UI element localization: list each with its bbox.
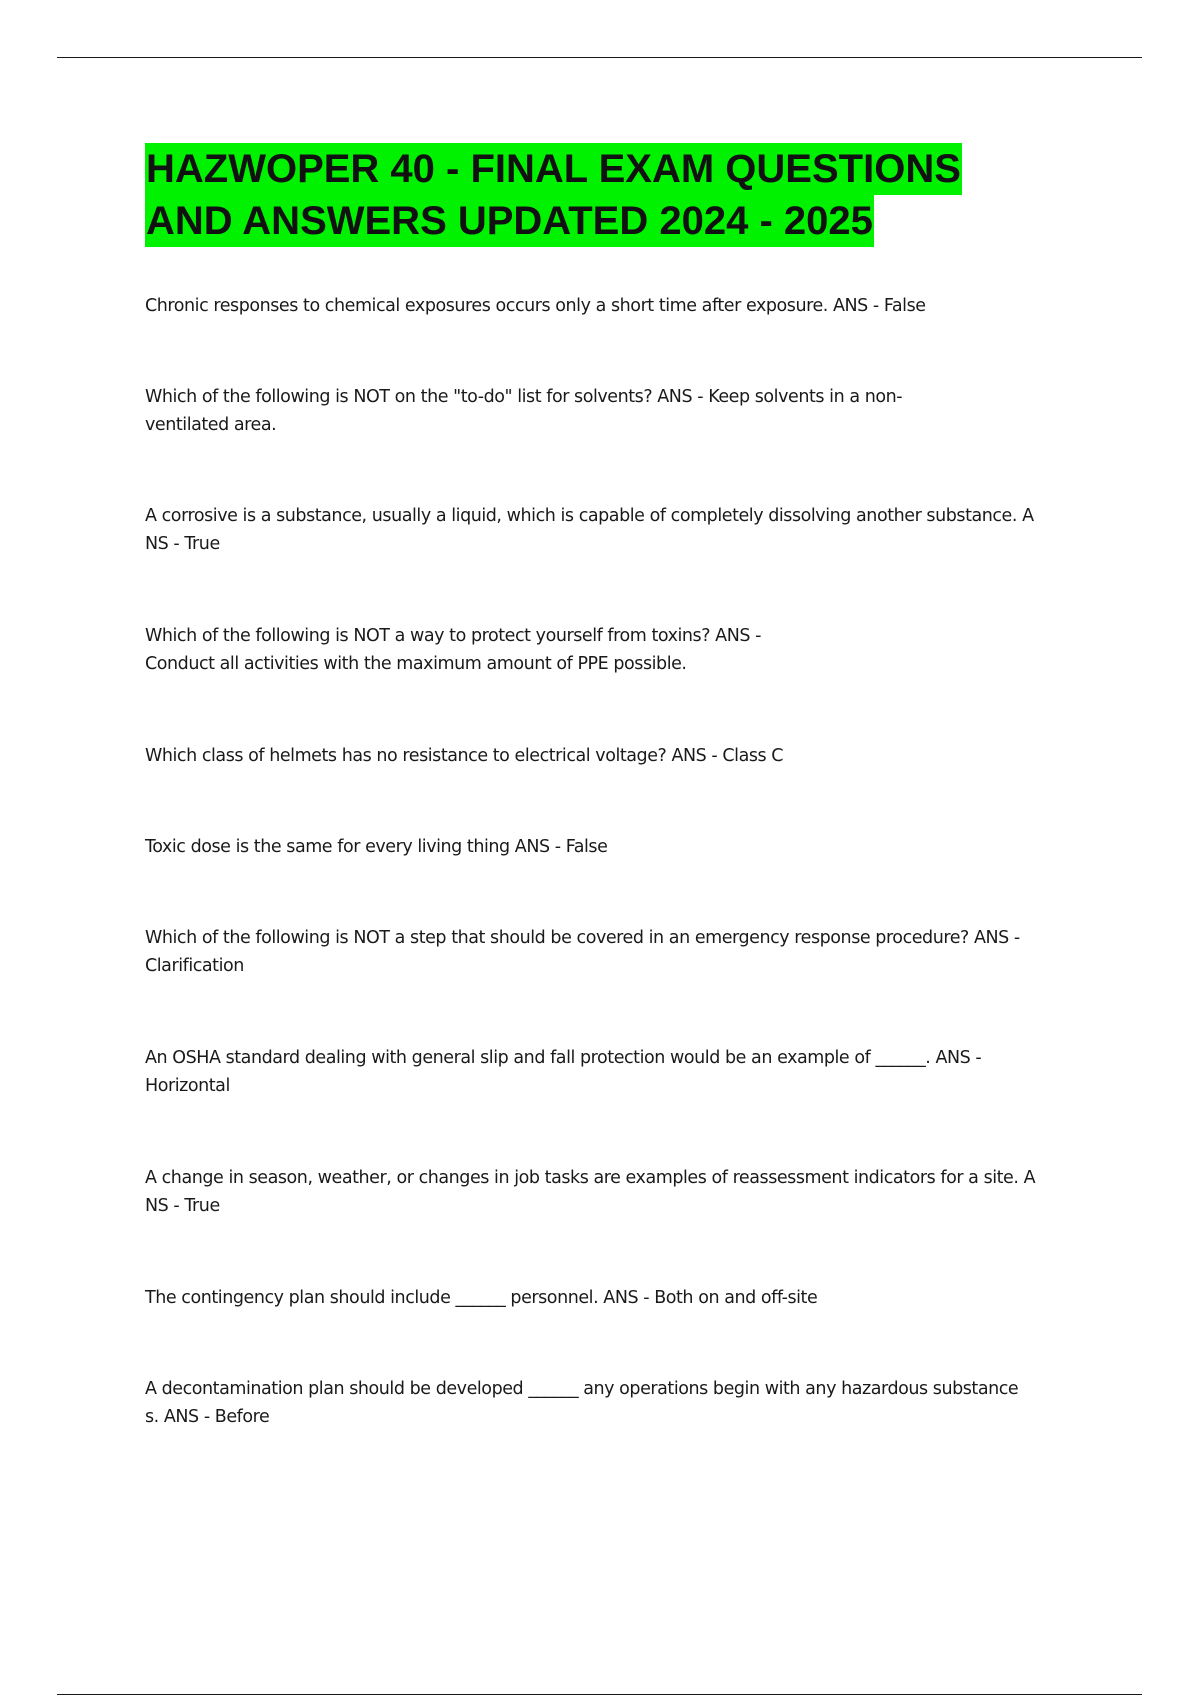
qa-item-9: A change in season, weather, or changes in job tasks are examples of reassessment indicators for a site. A NS - True	[145, 1168, 1036, 1216]
qa-item-1: Chronic responses to chemical exposures occurs only a short time after exposure. ANS - False	[145, 296, 926, 316]
qa-item-10: The contingency plan should include ______ personnel. ANS - Both on and off-site	[145, 1288, 818, 1308]
qa-item-2: Which of the following is NOT on the "to-do" list for solvents? ANS - Keep solvents in a non- ventilated area.	[145, 387, 903, 435]
bottom-rule	[57, 1694, 1142, 1695]
document-title	[145, 143, 1075, 247]
title-line-1: HAZWOPER 40 - FINAL EXAM QUESTIONS	[145, 143, 962, 195]
qa-item-7: Which of the following is NOT a step that should be covered in an emergency response procedure? ANS - Clarification	[145, 928, 1020, 976]
qa-item-3: A corrosive is a substance, usually a liquid, which is capable of completely dissolving another substance. A NS - True	[145, 506, 1034, 554]
qa-item-8: An OSHA standard dealing with general slip and fall protection would be an example of ______. ANS - Horizontal	[145, 1048, 982, 1096]
title-line-2: AND ANSWERS UPDATED 2024 - 2025	[145, 195, 874, 247]
qa-item-5: Which class of helmets has no resistance to electrical voltage? ANS - Class C	[145, 746, 784, 766]
top-rule	[57, 57, 1142, 58]
qa-item-11: A decontamination plan should be developed ______ any operations begin with any hazardous substance s. ANS - Before	[145, 1379, 1019, 1427]
qa-item-6: Toxic dose is the same for every living thing ANS - False	[145, 837, 608, 857]
qa-item-4: Which of the following is NOT a way to protect yourself from toxins? ANS - Conduct all activities with the maximum amount of PPE possible.	[145, 626, 761, 674]
